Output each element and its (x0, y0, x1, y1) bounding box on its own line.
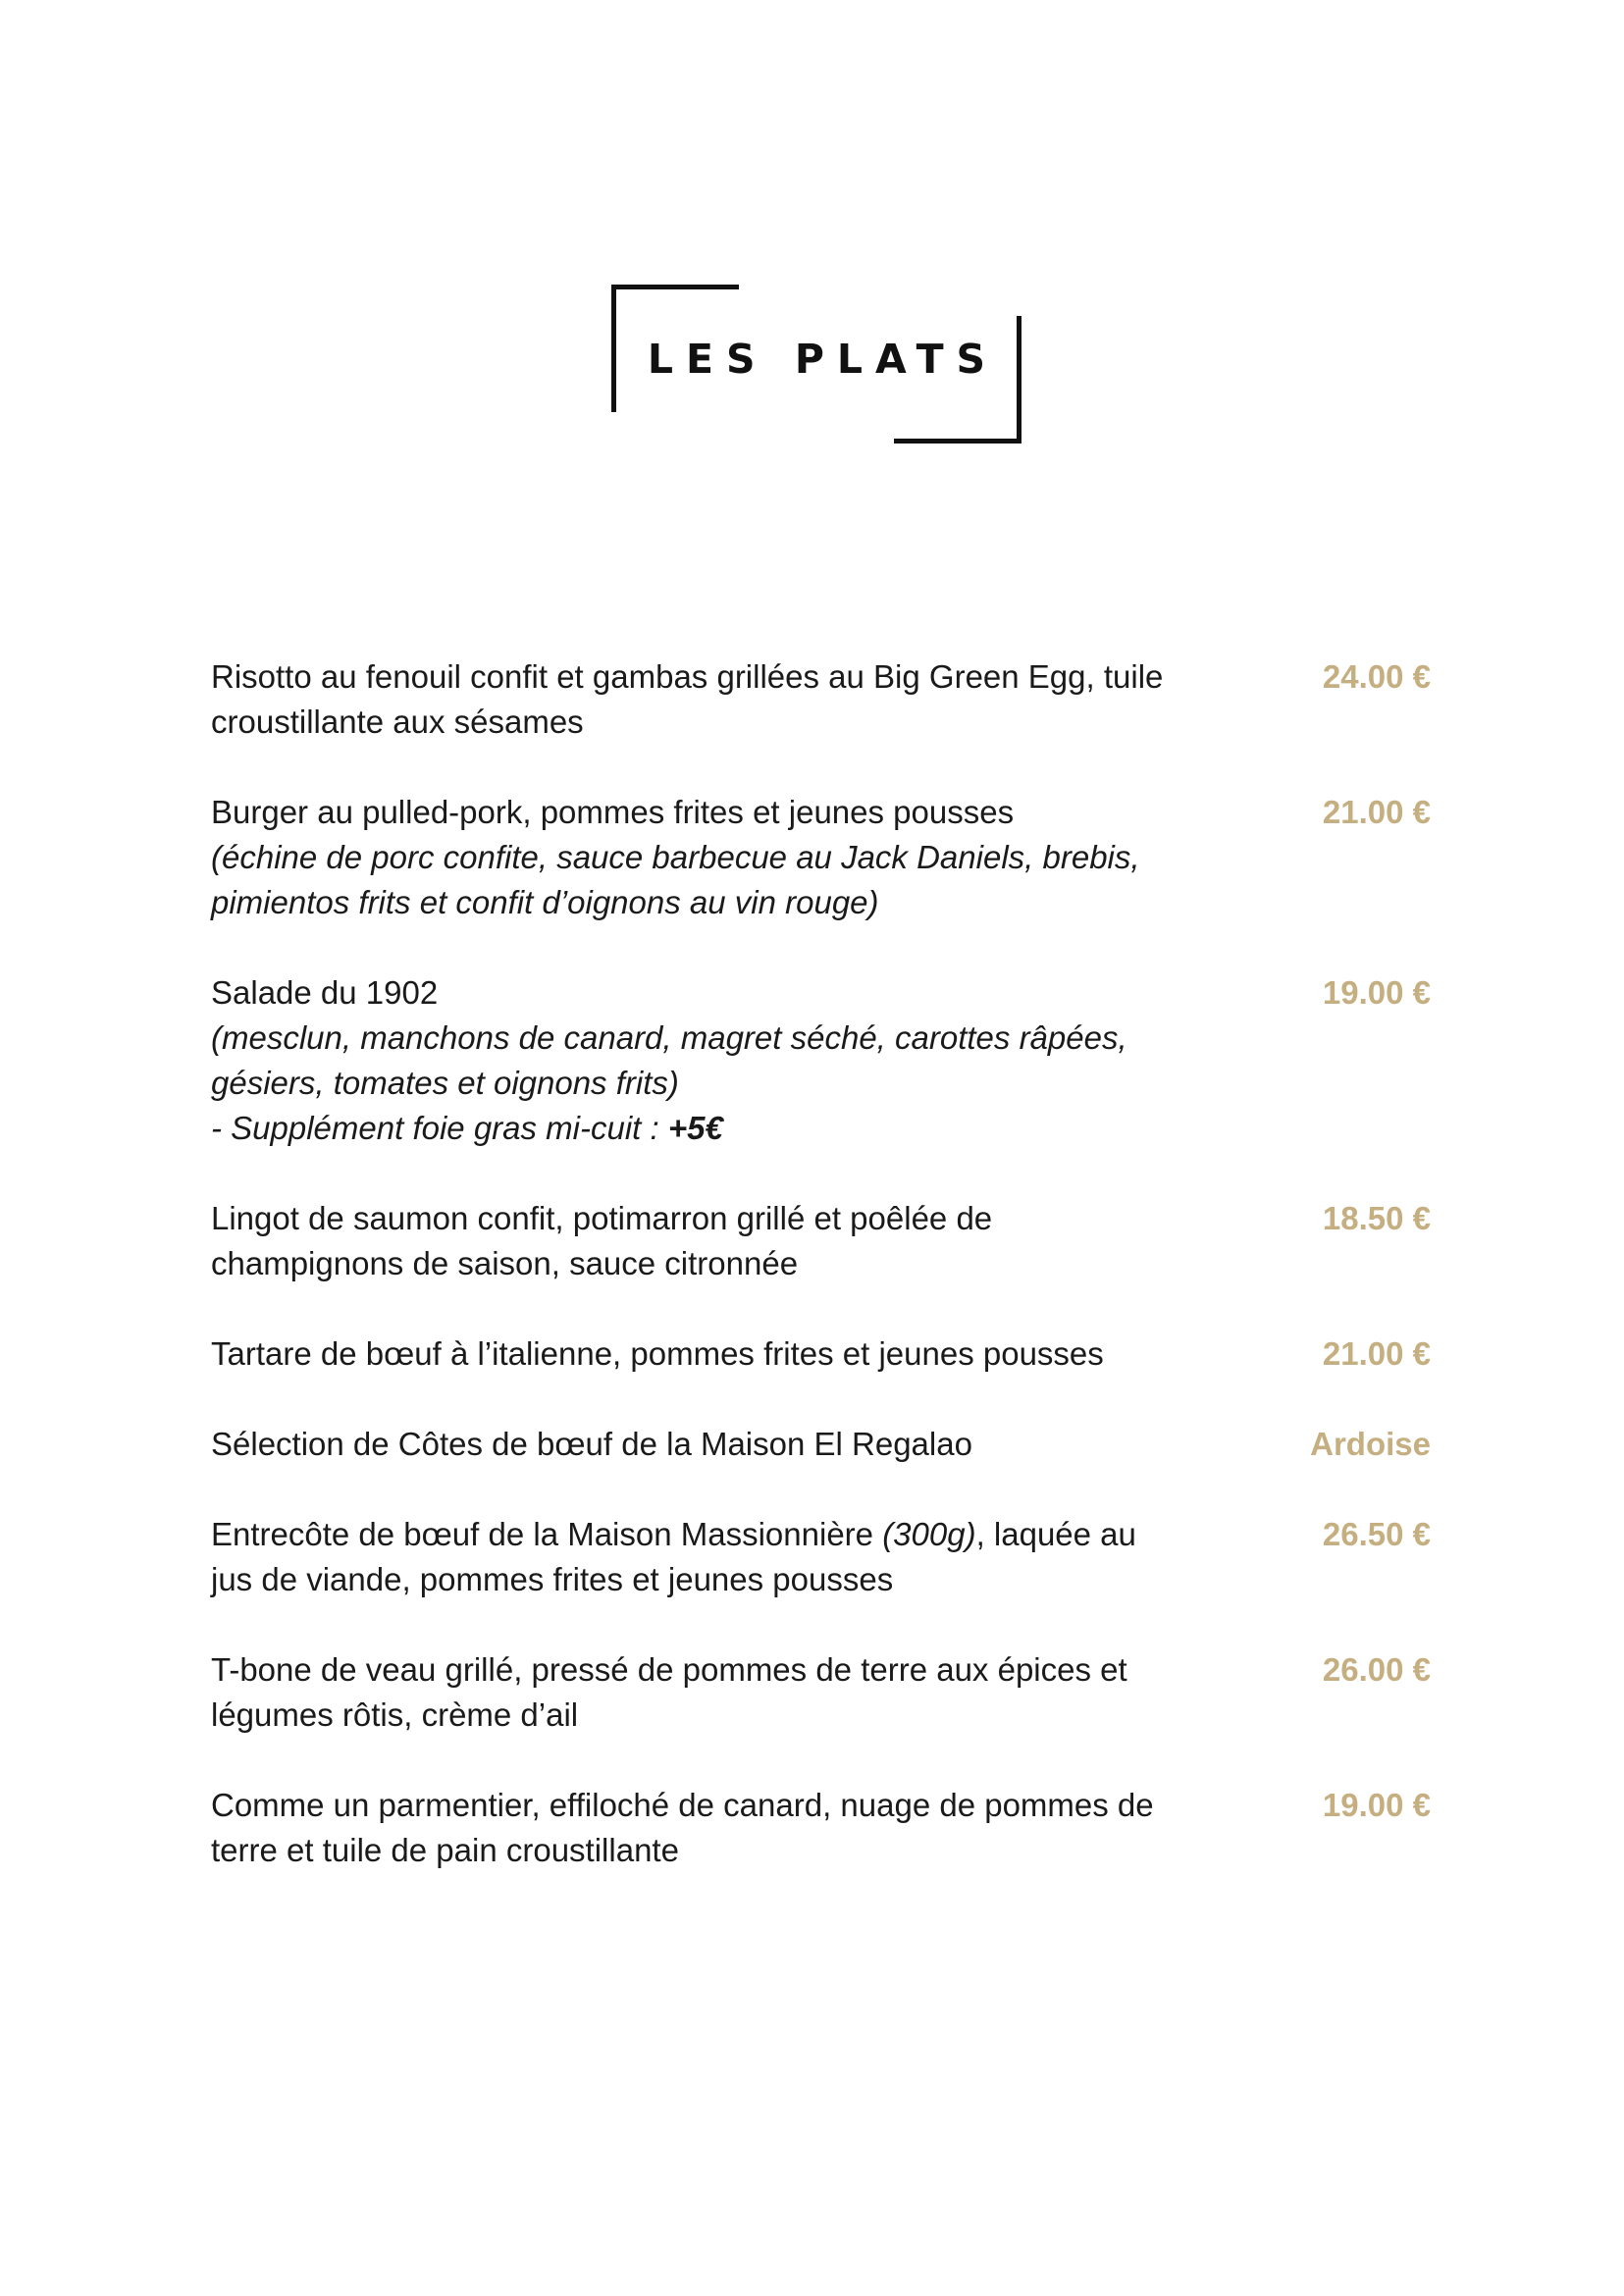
item-name: T-bone de veau grillé, pressé de pommes de terre aux épices et (211, 1651, 1127, 1688)
item-description (211, 1196, 1251, 1286)
item-description (211, 1783, 1251, 1873)
item-name (211, 1512, 1251, 1557)
page-title: LES PLATS (647, 336, 999, 383)
item-name: Burger au pulled-pork, pommes frites et jeunes pousses (211, 794, 1015, 830)
frame-corner-bottom-right (894, 439, 1022, 444)
item-supplement (211, 1106, 1251, 1151)
supplement-label: - Supplément foie gras mi-cuit : (211, 1110, 668, 1146)
item-name-part: Entrecôte de bœuf de la Maison Massionnière (211, 1516, 883, 1552)
item-description (211, 654, 1251, 745)
item-description (211, 1647, 1251, 1738)
item-name-continued: terre et tuile de pain croustillante (211, 1832, 679, 1868)
item-name: Salade du 1902 (211, 974, 439, 1011)
menu-item-risotto (211, 654, 1431, 745)
item-details: (échine de porc confite, sauce barbecue au Jack Daniels, brebis, (211, 839, 1140, 875)
frame-corner-top-left (611, 285, 739, 289)
supplement-price: +5€ (667, 1110, 723, 1146)
item-description (211, 790, 1251, 925)
item-name: Lingot de saumon confit, potimarron grillé et poêlée de (211, 1200, 993, 1236)
item-price: Ardoise (1310, 1426, 1431, 1462)
item-price: 18.50 € (1322, 1200, 1431, 1236)
item-name-continued: croustillante aux sésames (211, 704, 584, 740)
item-description (211, 970, 1251, 1151)
menu-item-t-bone (211, 1647, 1431, 1738)
item-price: 19.00 € (1322, 974, 1431, 1011)
item-name: Sélection de Côtes de bœuf de la Maison El Regalao (211, 1426, 972, 1462)
title-frame (611, 285, 1022, 444)
menu-item-salade (211, 970, 1431, 1151)
item-name-part: , laquée au (975, 1516, 1136, 1552)
menu-item-saumon (211, 1196, 1431, 1286)
item-description (211, 1422, 1251, 1467)
item-details: (mesclun, manchons de canard, magret séché, carottes râpées, (211, 1019, 1127, 1056)
menu-item-burger (211, 790, 1431, 925)
menu-item-parmentier (211, 1783, 1431, 1873)
item-name: Comme un parmentier, effiloché de canard, nuage de pommes de (211, 1787, 1154, 1823)
item-name-continued: jus de viande, pommes frites et jeunes pousses (211, 1561, 894, 1597)
item-price: 19.00 € (1322, 1787, 1431, 1823)
item-description (211, 1512, 1251, 1602)
item-price: 26.00 € (1322, 1651, 1431, 1688)
item-name-continued: légumes rôtis, crème d’ail (211, 1696, 579, 1733)
item-name-continued: champignons de saison, sauce citronnée (211, 1245, 799, 1281)
item-price: 21.00 € (1322, 794, 1431, 830)
item-name: Risotto au fenouil confit et gambas grillées au Big Green Egg, tuile (211, 658, 1164, 695)
item-description (211, 1331, 1251, 1377)
item-details-continued: gésiers, tomates et oignons frits) (211, 1065, 679, 1101)
item-price: 21.00 € (1322, 1335, 1431, 1372)
item-price: 24.00 € (1322, 658, 1431, 695)
item-name: Tartare de bœuf à l’italienne, pommes frites et jeunes pousses (211, 1335, 1104, 1372)
menu-item-entrecote (211, 1512, 1431, 1602)
menu-item-cotes-de-boeuf (211, 1422, 1431, 1467)
item-price: 26.50 € (1322, 1516, 1431, 1552)
menu-list (211, 654, 1431, 1918)
menu-item-tartare (211, 1331, 1431, 1377)
item-weight: (300g) (882, 1516, 976, 1552)
item-details-continued: pimientos frits et confit d’oignons au vin rouge) (211, 884, 879, 920)
